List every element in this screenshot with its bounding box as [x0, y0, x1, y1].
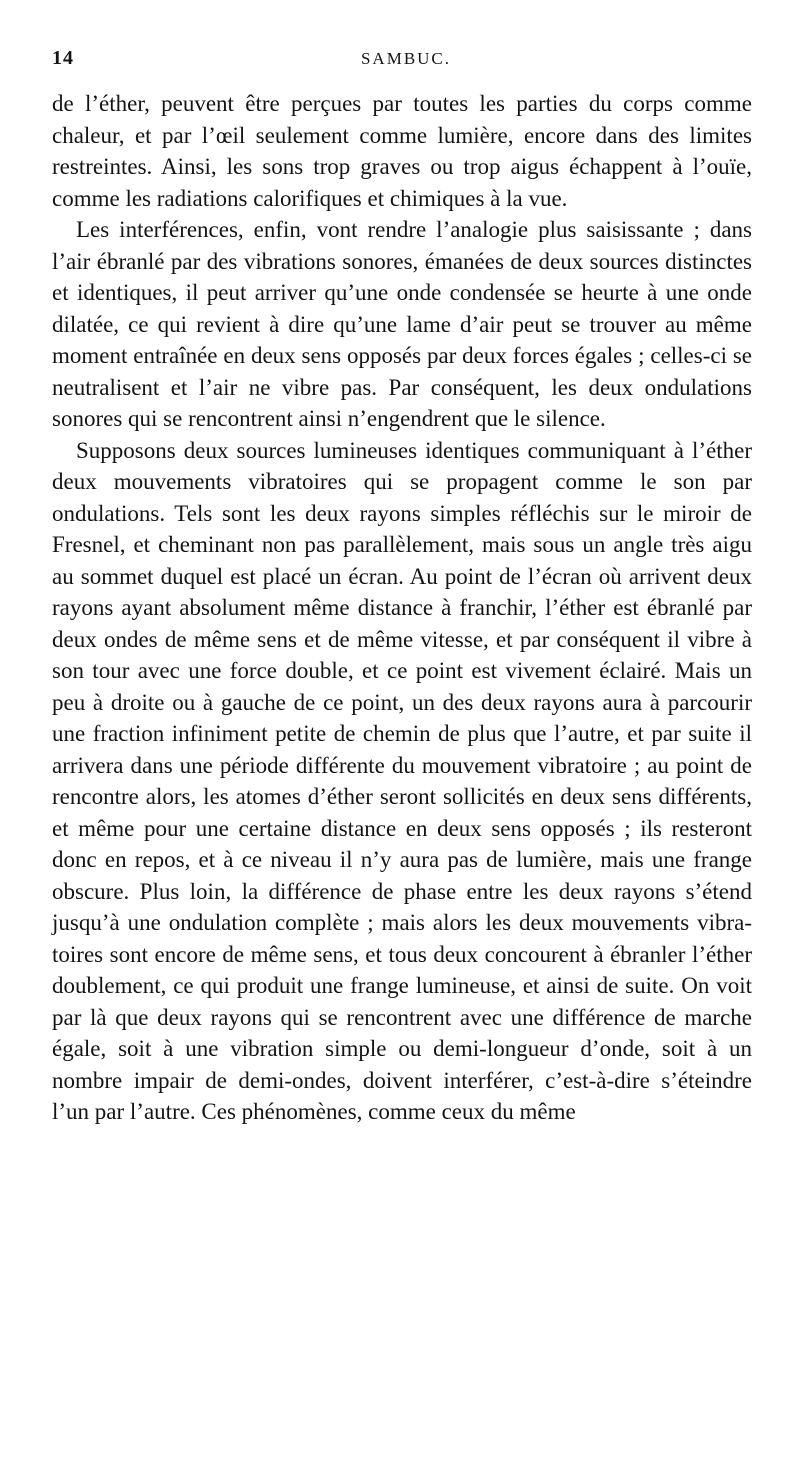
page-header — [52, 47, 752, 79]
body-text — [52, 88, 752, 1128]
paragraph-3: Supposons deux sources lumineuses identiques communiquant à l’éther deux mouvements vibratoires qui se propagent comme le son par ondulations. Tels sont les deux rayons simples réfléchis sur le miroir de Fresnel, et cheminant non pas parallèlement, mais sous un angle très aigu au sommet duquel est placé un écran. Au point de l’écran où arrivent deux rayons ayant absolument même distance à franchir, l’éther est ébranlé par deux ondes de même sens et de même vitesse, et par conséquent il vibre à son tour avec une force double, et ce point est vivement éclairé. Mais un peu à droite ou à gauche de ce point, un des deux rayons aura à parcourir une fraction infiniment petite de chemin de plus que l’autre, et par suite il arrivera dans une période différente du mouvement vibratoire ; au point de rencontre alors, les atomes d’éther seront sollicités en deux sens différents, et même pour une certaine distance en deux sens opposés ; ils resteront donc en repos, et à ce niveau il n’y aura pas de lumière, mais une frange obscure. Plus loin, la différence de phase entre les deux rayons s’étend jusqu’à une ondulation complète ; mais alors les deux mouvements vibratoires sont encore de même sens, et tous deux concourent à ébranler l’éther doublement, ce qui produit une frange lumineuse, et ainsi de suite. On voit par là que deux rayons qui se rencontrent avec une différence de marche égale, soit à une vibration simple ou demi-longueur d’onde, soit à un nombre impair de demi-ondes, doivent interférer, c’est-à-dire s’éteindre l’un par l’autre. Ces phénomènes, comme ceux du même — [52, 437, 752, 1124]
paragraph-2: Les interférences, enfin, vont rendre l’analogie plus saisissante ; dans l’air ébranlé par des vibrations sonores, émanées de deux sources distinctes et identiques, il peut arriver qu’une onde condensée se heurte à une onde dilatée, ce qui revient à dire qu’une lame d’air peut se trouver au même moment entraînée en deux sens opposés par deux forces égales ; celles-ci se neutralisent et l’air ne vibre pas. Par conséquent, les deux ondulations sonores qui se rencontrent ainsi n’engendrent que le silence. — [52, 217, 752, 431]
running-title: SAMBUC. — [360, 49, 452, 68]
page-number: 14 — [52, 47, 74, 69]
paragraph-1: de l’éther, peuvent être perçues par toutes les parties du corps comme chaleur, et par l’œil seulement comme lumière, encore dans des limites restreintes. Ainsi, les sons trop graves ou trop aigus échappent à l’ouïe, comme les radiations calorifiques et chimiques à la vue. — [52, 91, 752, 211]
